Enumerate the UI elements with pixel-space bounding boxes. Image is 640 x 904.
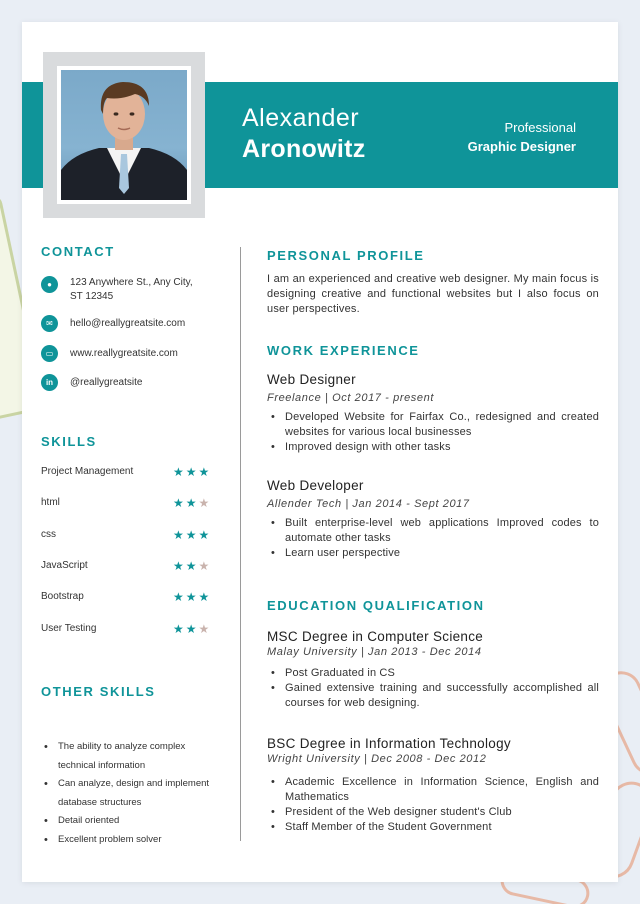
profile-title: PERSONAL PROFILE — [267, 248, 425, 263]
star-filled-icon: ★ — [185, 527, 199, 542]
skill-rating — [173, 496, 211, 510]
email-icon: ✉ — [41, 315, 58, 332]
degree-title: BSC Degree in Information Technology — [267, 736, 511, 751]
job-meta: Freelance | Oct 2017 - present — [267, 392, 434, 404]
other-skills-title: OTHER SKILLS — [41, 684, 156, 699]
job-meta: Allender Tech | Jan 2014 - Sept 2017 — [267, 498, 470, 510]
skill-rating — [173, 528, 211, 542]
skill-row — [41, 623, 217, 637]
skill-name: html — [41, 497, 60, 509]
list-item: • Staff Member of the Student Government — [267, 820, 599, 835]
role-line-2: Graphic Designer — [467, 139, 576, 154]
contact-email-text[interactable]: hello@reallygreatsite.com — [70, 318, 186, 329]
list-item: • Developed Website for Fairfax Co., redesigned and created websites for various local businesses — [267, 410, 599, 440]
column-divider — [240, 247, 241, 841]
skill-name: JavaScript — [41, 559, 88, 571]
skill-rating — [173, 465, 211, 479]
list-item: • Post Graduated in CS — [267, 666, 599, 681]
skill-row — [41, 591, 217, 605]
skill-row — [41, 560, 217, 574]
degree-meta: Wright University | Dec 2008 - Dec 2012 — [267, 753, 487, 765]
degree-title: MSC Degree in Computer Science — [267, 629, 484, 644]
star-filled-icon: ★ — [173, 496, 186, 511]
skill-row — [41, 497, 217, 511]
location-pin-icon: ● — [41, 276, 58, 293]
job-title: Web Developer — [267, 478, 364, 493]
contact-linkedin-text[interactable]: @reallygreatsite — [70, 377, 143, 388]
list-item: • Academic Excellence in Information Science, English and Mathematics — [267, 775, 599, 805]
skill-name: css — [41, 528, 56, 540]
star-filled-icon: ★ — [185, 590, 199, 605]
skills-title: SKILLS — [41, 434, 97, 449]
skill-rating — [173, 590, 211, 604]
other-skills-list — [41, 738, 219, 849]
list-item: • Can analyze, design and implement database structures — [41, 775, 219, 812]
list-item: • Improved design with other tasks — [267, 440, 599, 455]
portrait-illustration — [61, 70, 187, 200]
contact-email[interactable] — [41, 315, 200, 332]
contact-website-text[interactable]: www.reallygreatsite.com — [70, 348, 178, 359]
contact-address-text: 123 Anywhere St., Any City, ST 12345 — [70, 277, 193, 302]
star-filled-icon: ★ — [198, 465, 212, 479]
education-title: EDUCATION QUALIFICATION — [267, 598, 485, 613]
list-item: • The ability to analyze complex technical information — [41, 738, 219, 775]
list-item: • President of the Web designer student's Club — [267, 805, 599, 820]
star-filled-icon: ★ — [173, 465, 186, 479]
star-empty-icon: ★ — [198, 621, 212, 636]
star-empty-icon: ★ — [198, 558, 212, 573]
list-item: • Learn user perspective — [267, 546, 599, 561]
star-filled-icon: ★ — [198, 590, 212, 605]
job-title: Web Designer — [267, 372, 356, 387]
resume-page — [22, 22, 618, 882]
degree-bullets — [267, 775, 599, 835]
contact-title: CONTACT — [41, 244, 115, 259]
star-filled-icon: ★ — [185, 558, 199, 573]
linkedin-icon: in — [41, 374, 58, 391]
star-filled-icon: ★ — [173, 621, 186, 636]
skill-row — [41, 529, 217, 543]
job-bullets — [267, 516, 599, 561]
star-filled-icon: ★ — [173, 558, 186, 573]
skill-rating — [173, 559, 211, 573]
experience-title: WORK EXPERIENCE — [267, 343, 420, 358]
profile-photo — [57, 66, 191, 204]
skill-rating — [173, 622, 211, 636]
website-icon: ▭ — [41, 345, 58, 362]
contact-address — [41, 276, 200, 304]
star-filled-icon: ★ — [185, 496, 199, 511]
first-name: Alexander — [242, 104, 360, 132]
job-bullets — [267, 410, 599, 455]
skill-row — [41, 466, 217, 480]
list-item: • Excellent problem solver — [41, 831, 219, 850]
profile-photo-frame — [43, 52, 205, 218]
star-filled-icon: ★ — [173, 527, 186, 542]
list-item: • Gained extensive training and successfully accomplished all courses for web designing. — [267, 681, 599, 711]
star-filled-icon: ★ — [185, 621, 199, 636]
star-filled-icon: ★ — [173, 590, 186, 605]
degree-meta: Malay University | Jan 2013 - Dec 2014 — [267, 646, 482, 658]
contact-linkedin[interactable] — [41, 374, 200, 391]
skill-name: User Testing — [41, 622, 97, 634]
star-filled-icon: ★ — [185, 465, 199, 479]
list-item: • Detail oriented — [41, 812, 219, 831]
skill-name: Project Management — [41, 466, 134, 477]
star-filled-icon: ★ — [198, 527, 212, 542]
contact-website[interactable] — [41, 345, 200, 362]
role-line-1: Professional — [504, 120, 576, 135]
profile-text: I am an experienced and creative web designer. My main focus is designing creative and functional websites but I also focus on user perspectives. — [267, 273, 599, 315]
skill-name: Bootstrap — [41, 591, 84, 603]
star-empty-icon: ★ — [198, 496, 212, 511]
degree-bullets — [267, 666, 599, 711]
last-name: Aronowitz — [242, 135, 366, 163]
list-item: • Built enterprise-level web applications Improved codes to automate other tasks — [267, 516, 599, 546]
